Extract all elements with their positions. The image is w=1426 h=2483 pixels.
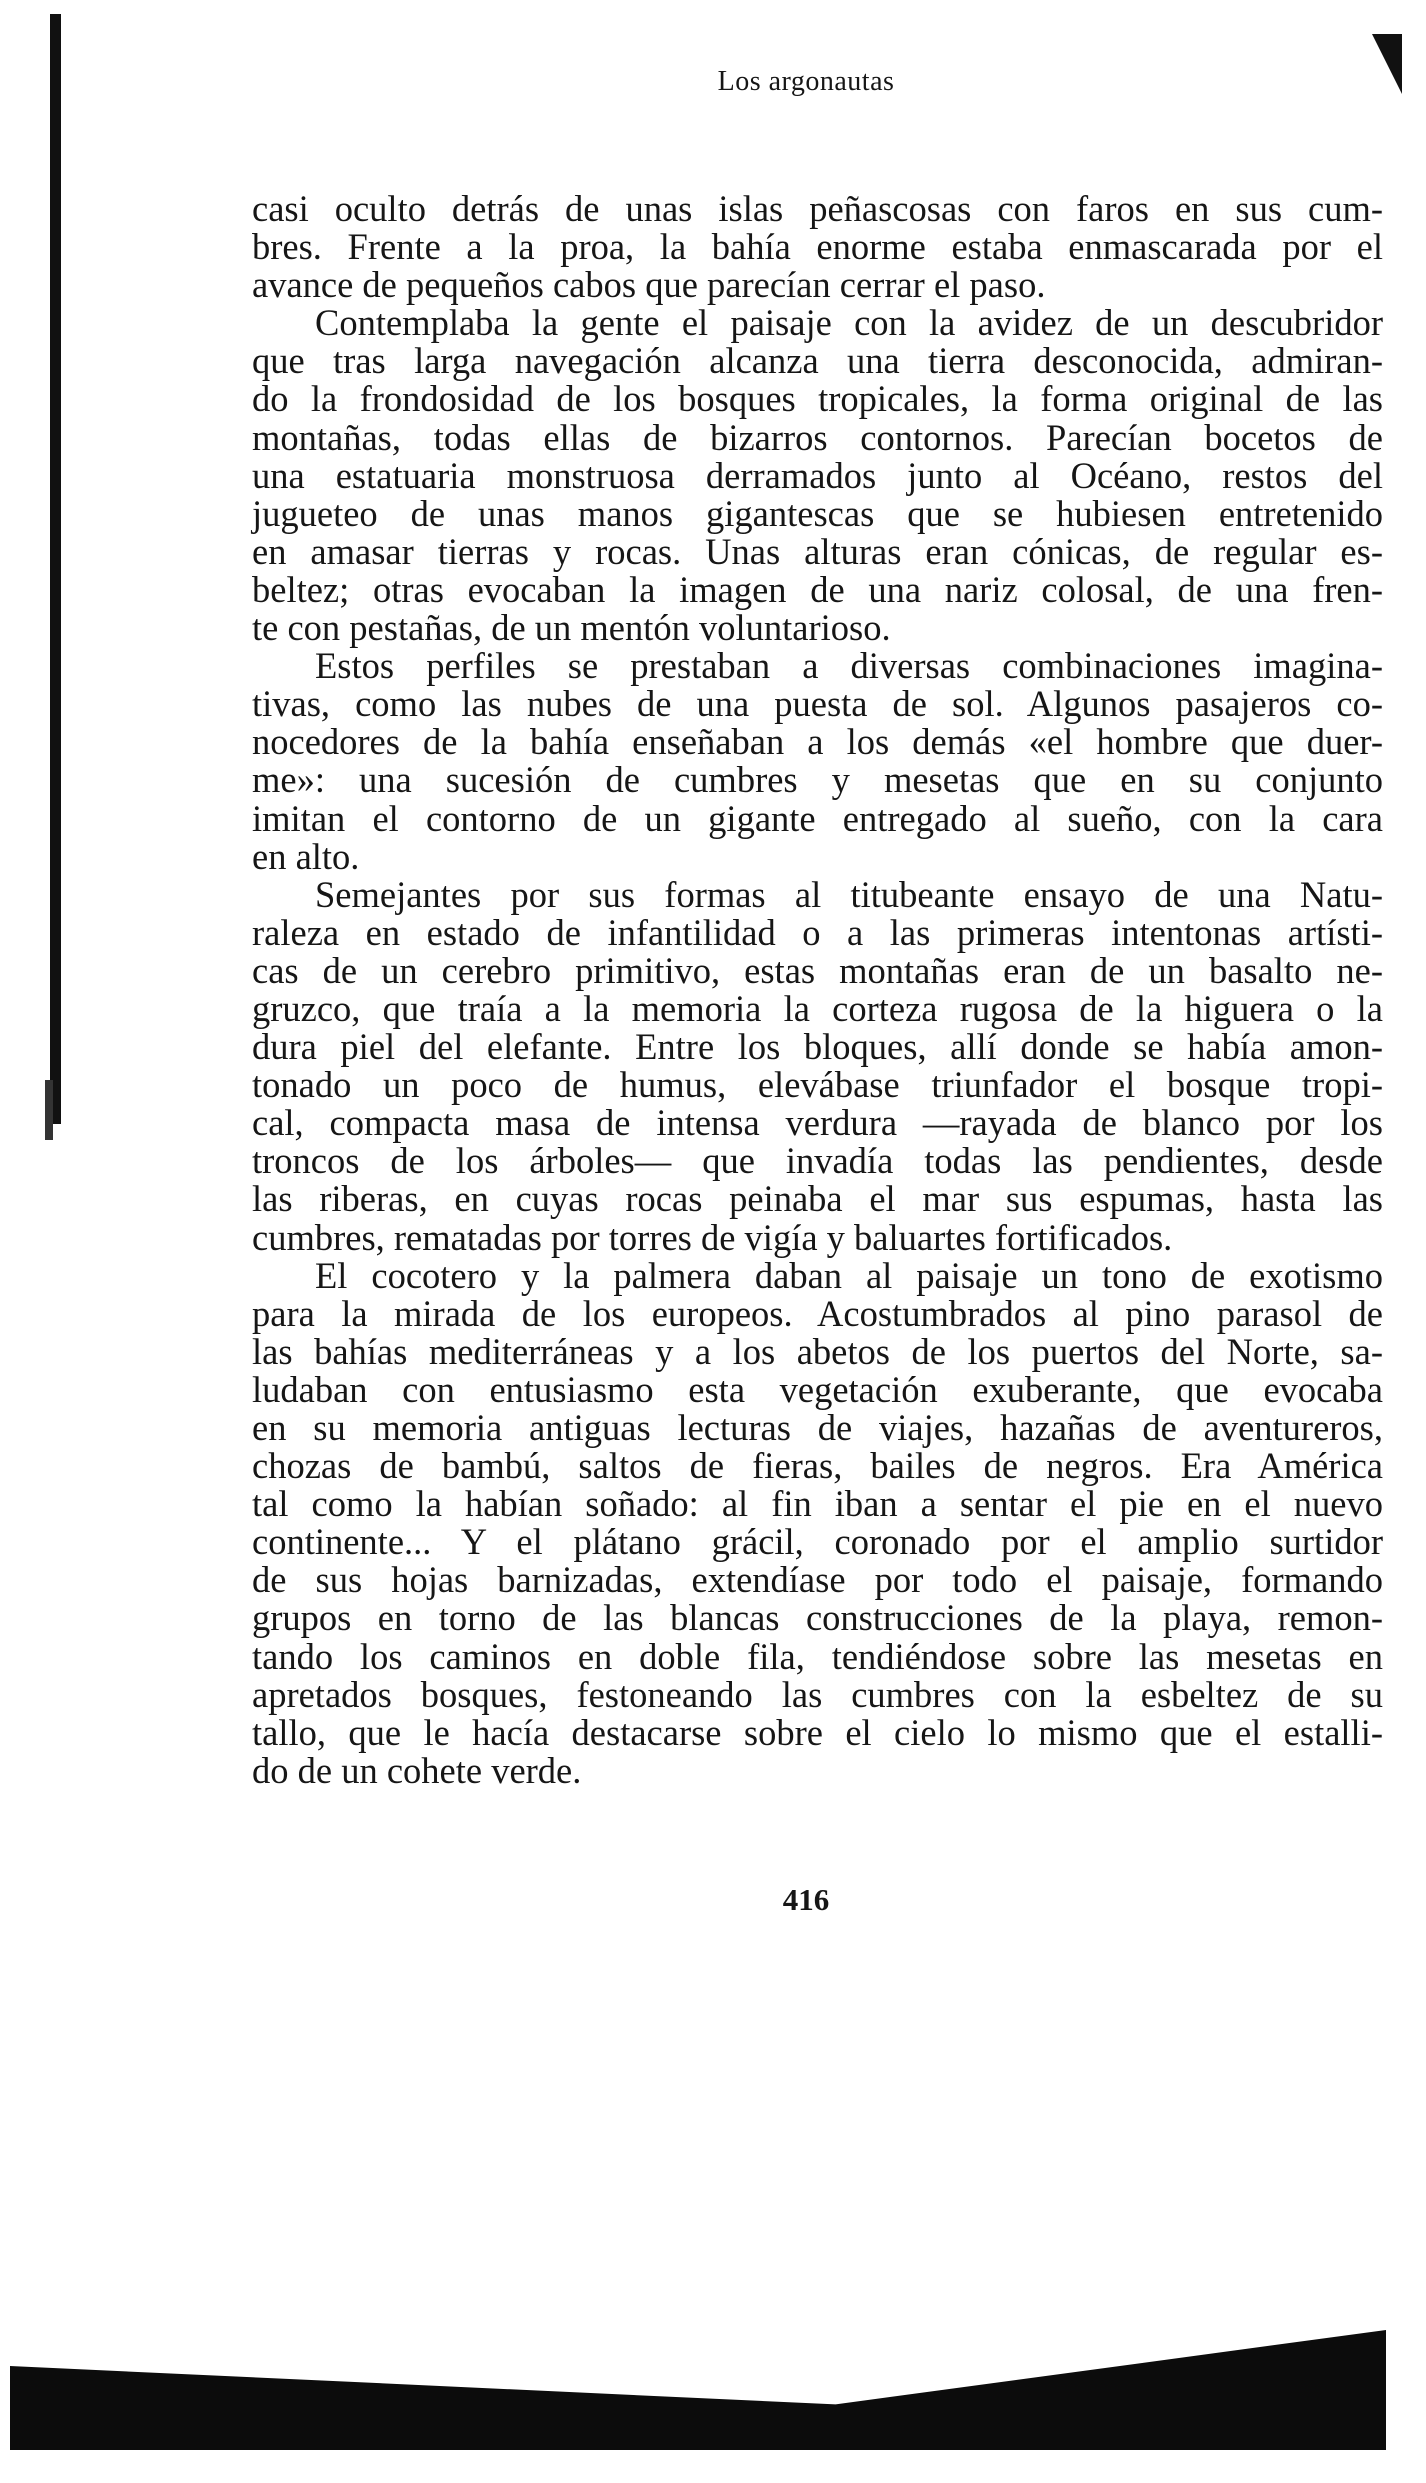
scan-binding-shadow-mark xyxy=(45,1080,53,1140)
text-line: tonado un poco de humus, elevábase triunfador el bosque tropi- xyxy=(252,1064,1383,1106)
text-line: ludaban con entusiasmo esta vegetación exuberante, que evocaba xyxy=(252,1368,1383,1410)
text-line: do la frondosidad de los bosques tropicales, la forma original de las xyxy=(252,378,1383,420)
paragraph xyxy=(252,190,1383,304)
text-line: una estatuaria monstruosa derramados junto al Océano, restos del xyxy=(252,454,1383,496)
text-line: de sus hojas barnizadas, extendíase por todo el paisaje, formando xyxy=(252,1559,1383,1601)
text-line: troncos de los árboles— que invadía todas las pendientes, desde xyxy=(252,1140,1383,1182)
body-text xyxy=(252,190,1383,1790)
text-line: raleza en estado de infantilidad o a las primeras intentonas artísti- xyxy=(252,911,1383,953)
text-line: Contemplaba la gente el paisaje con la avidez de un descubridor xyxy=(315,302,1383,344)
text-line: Semejantes por sus formas al titubeante ensayo de una Natu- xyxy=(315,873,1383,915)
text-line: casi oculto detrás de unas islas peñascosas con faros en sus cum- xyxy=(252,188,1383,229)
text-line: tivas, como las nubes de una puesta de sol. Algunos pasajeros co- xyxy=(252,683,1383,725)
scan-binding-shadow xyxy=(50,14,61,1124)
text-line: gruzco, que traía a la memoria la corteza rugosa de la higuera o la xyxy=(252,987,1383,1029)
text-line: cumbres, rematadas por torres de vigía y baluartes fortificados. xyxy=(252,1216,1173,1258)
text-line: en alto. xyxy=(252,835,360,877)
text-line: avance de pequeños cabos que parecían cerrar el paso. xyxy=(252,264,1046,306)
text-line: continente... Y el plátano grácil, coronado por el amplio surtidor xyxy=(252,1521,1383,1563)
paragraph xyxy=(252,873,1383,1258)
text-line: para la mirada de los europeos. Acostumbrados al pino parasol de xyxy=(252,1292,1383,1334)
text-line: en su memoria antiguas lecturas de viajes, hazañas de aventureros, xyxy=(252,1407,1383,1448)
running-title: Los argonautas xyxy=(717,66,895,97)
text-line: nocedores de la bahía enseñaban a los demás «el hombre que duer- xyxy=(252,721,1383,763)
text-line: imitan el contorno de un gigante entregado al sueño, con la cara xyxy=(252,797,1383,839)
text-line: tal como la habían soñado: al fin iban a sentar el pie en el nuevo xyxy=(252,1483,1383,1525)
text-line: te con pestañas, de un mentón voluntarioso. xyxy=(252,607,891,649)
paragraph xyxy=(252,647,1383,876)
text-line: tando los caminos en doble fila, tendiéndose sobre las mesetas en xyxy=(252,1635,1383,1677)
text-line: las riberas, en cuyas rocas peinaba el mar sus espumas, hasta las xyxy=(252,1178,1383,1220)
text-line: cal, compacta masa de intensa verdura —rayada de blanco por los xyxy=(252,1102,1383,1144)
paragraph xyxy=(252,1254,1383,1791)
paragraph xyxy=(252,304,1383,647)
text-line: El cocotero y la palmera daban al paisaje un tono de exotismo xyxy=(315,1254,1383,1296)
text-line: do de un cohete verde. xyxy=(252,1749,582,1791)
text-line: Estos perfiles se prestaban a diversas combinaciones imagina- xyxy=(315,645,1383,687)
text-line: tallo, que le hacía destacarse sobre el cielo lo mismo que el estalli- xyxy=(252,1711,1383,1753)
text-line: cas de un cerebro primitivo, estas montañas eran de un basalto ne- xyxy=(252,949,1383,991)
text-line: las bahías mediterráneas y a los abetos de los puertos del Norte, sa- xyxy=(252,1330,1383,1372)
text-line: chozas de bambú, saltos de fieras, bailes de negros. Era América xyxy=(252,1445,1383,1487)
text-line: me»: una sucesión de cumbres y mesetas que en su conjunto xyxy=(252,759,1383,801)
text-line: apretados bosques, festoneando las cumbres con la esbeltez de su xyxy=(252,1673,1383,1715)
text-line: bres. Frente a la proa, la bahía enorme estaba enmascarada por el xyxy=(252,226,1383,268)
text-line: beltez; otras evocaban la imagen de una nariz colosal, de una fren- xyxy=(252,568,1383,610)
text-line: dura piel del elefante. Entre los bloques, allí donde se había amon- xyxy=(252,1026,1383,1068)
text-line: en amasar tierras y rocas. Unas alturas eran cónicas, de regular es- xyxy=(252,530,1383,572)
scan-bottom-shadow xyxy=(10,2330,1386,2450)
page-number: 416 xyxy=(782,1882,830,1917)
text-line: jugueteo de unas manos gigantescas que se hubiesen entretenido xyxy=(252,492,1383,534)
text-line: montañas, todas ellas de bizarros contornos. Parecían bocetos de xyxy=(252,416,1383,458)
text-line: grupos en torno de las blancas construcciones de la playa, remon- xyxy=(252,1597,1383,1639)
text-line: que tras larga navegación alcanza una tierra desconocida, admiran- xyxy=(252,340,1383,382)
